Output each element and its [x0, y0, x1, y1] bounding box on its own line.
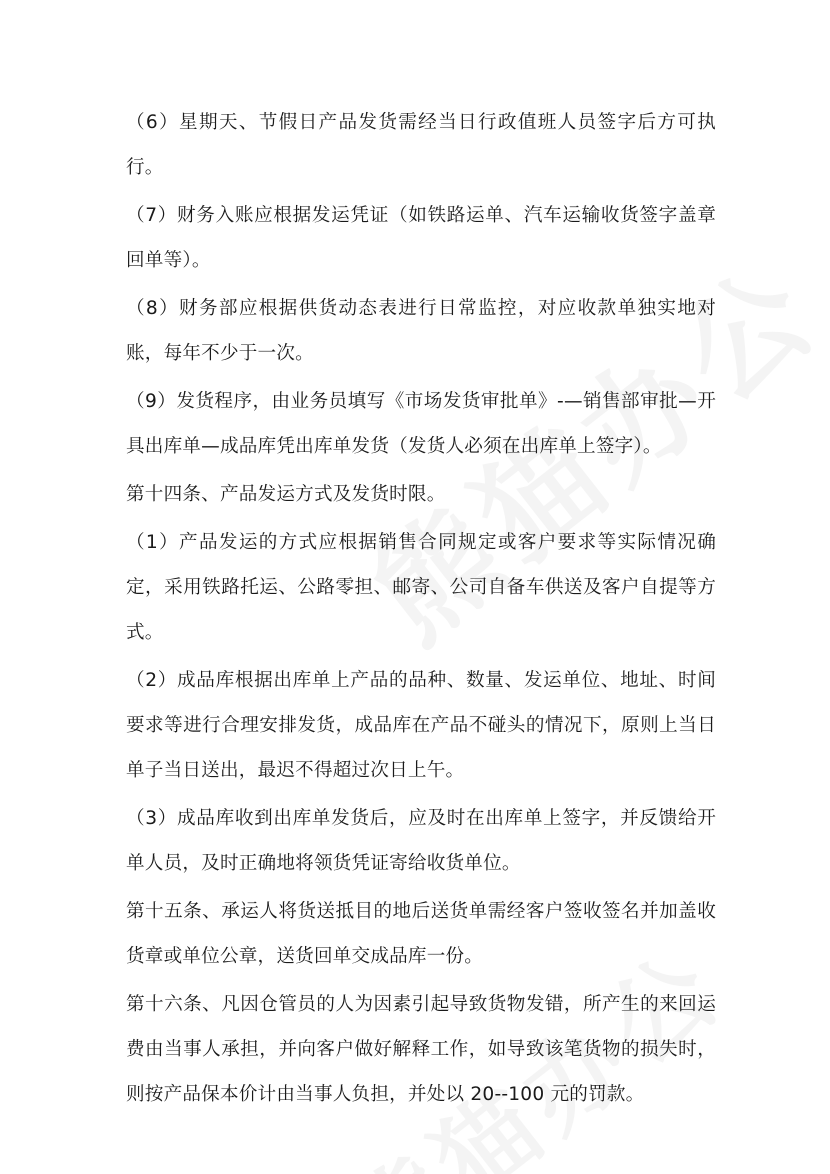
paragraph-item-9: （9）发货程序，由业务员填写《市场发货审批单》-—销售部审批—开具出库单—成品库凭出库单发货（发货人必须在出库单上签字）。 [126, 391, 716, 457]
article-14-heading: 第十四条、产品发运方式及发货时限。 [126, 484, 446, 505]
article-16: 第十六条、凡因仓管员的人为因素引起导致货物发错，所产生的来回运费由当事人承担，并向客户做好解释工作，如导致该笔货物的损失时，则按产品保本价计由当事人负担，并处以 20--100 元的罚款。 [126, 994, 716, 1105]
paragraph-article-14-item-1: （1）产品发运的方式应根据销售合同规定或客户要求等实际情况确定，采用铁路托运、公路零担、邮寄、公司自备车供送及客户自提等方式。 [126, 532, 716, 643]
paragraph-item-7: （7）财务入账应根据发运凭证（如铁路运单、汽车运输收货签字盖章回单等）。 [126, 205, 716, 271]
paragraph-article-14-item-3: （3）成品库收到出库单发货后，应及时在出库单上签字，并反馈给开单人员，及时正确地将领货凭证寄给收货单位。 [126, 808, 716, 874]
document-body [126, 100, 716, 1120]
paragraph-article-14-item-2: （2）成品库根据出库单上产品的品种、数量、发运单位、地址、时间要求等进行合理安排发货，成品库在产品不碰头的情况下，原则上当日单子当日送出，最迟不得超过次日上午。 [126, 670, 716, 781]
paragraph-item-6: （6）星期天、节假日产品发货需经当日行政值班人员签字后方可执行。 [126, 112, 716, 178]
article-15: 第十五条、承运人将货送抵目的地后送货单需经客户签收签名并加盖收货章或单位公章，送货回单交成品库一份。 [126, 901, 716, 967]
paragraph-item-8: （8）财务部应根据供货动态表进行日常监控，对应收款单独实地对账，每年不少于一次。 [126, 298, 716, 364]
